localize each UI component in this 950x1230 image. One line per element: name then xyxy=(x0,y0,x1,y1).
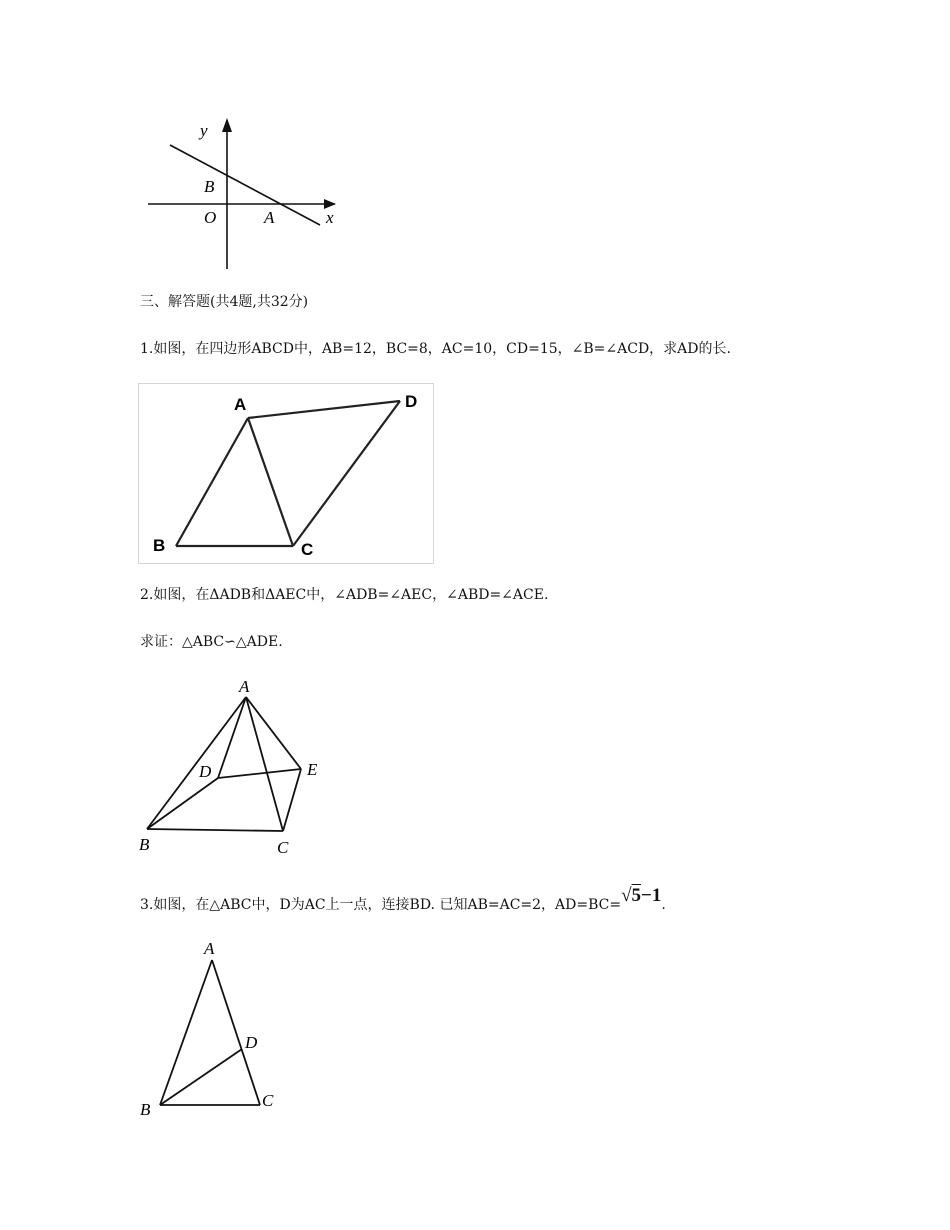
vertex-c-label: C xyxy=(277,838,289,857)
segment-ad xyxy=(218,697,246,778)
diagonal-ac xyxy=(248,418,293,546)
graph-line xyxy=(170,145,320,225)
radical-sign: √ xyxy=(621,885,632,906)
vertex-b-label: B xyxy=(153,536,166,555)
y-axis-arrow xyxy=(222,118,232,132)
sqrt5-minus-1-formula xyxy=(621,885,661,906)
figure-border xyxy=(139,384,434,564)
problem-2-text: 2.如图，在ΔADB和ΔAEC中，∠ADB=∠AEC，∠ABD=∠ACE. xyxy=(140,587,549,603)
radicand: 5 xyxy=(631,885,642,906)
vertex-d-label: D xyxy=(199,762,212,781)
segment-ae xyxy=(246,697,301,769)
problem-3-text xyxy=(140,885,666,914)
segment-de xyxy=(218,769,301,778)
segment-bd xyxy=(160,1049,242,1105)
side-cd xyxy=(293,401,400,546)
point-o-label: O xyxy=(204,208,217,227)
vertex-d-label: D xyxy=(245,1033,258,1052)
segment-bd xyxy=(147,778,218,829)
point-a-label: A xyxy=(264,208,275,227)
problem-3-end: . xyxy=(661,897,666,913)
vertex-c-label: C xyxy=(262,1091,274,1110)
segment-ac xyxy=(246,697,283,831)
section-header: 三、解答题(共4题,共32分) xyxy=(140,294,309,310)
vertex-a-label: A xyxy=(204,939,215,958)
segment-ec xyxy=(283,769,301,831)
vertex-c-label: C xyxy=(301,540,314,559)
x-axis-label: x xyxy=(326,208,334,227)
formula-tail: −1 xyxy=(641,885,662,906)
problem-3-statement: 3.如图，在△ABC中，D为AC上一点，连接BD. 已知AB=AC=2，AD=BC= xyxy=(140,897,622,913)
segment-bc xyxy=(147,829,283,831)
problem-1-text: 1.如图，在四边形ABCD中，AB=12，BC=8，AC=10，CD=15，∠B=∠ACD，求AD的长. xyxy=(140,341,731,357)
vertex-e-label: E xyxy=(307,760,318,779)
vertex-b-label: B xyxy=(139,835,150,854)
triangle-ade-figure xyxy=(136,675,336,860)
axes-figure xyxy=(140,112,350,277)
y-axis-label: y xyxy=(200,121,208,140)
quadrilateral-figure xyxy=(138,383,435,565)
side-ad xyxy=(248,401,400,418)
side-ab xyxy=(160,960,212,1105)
segment-ab xyxy=(147,697,246,829)
side-ab xyxy=(176,418,248,546)
vertex-a-label: A xyxy=(234,395,247,414)
vertex-d-label: D xyxy=(405,392,418,411)
problem-2-proof: 求证：△ABC∽△ADE. xyxy=(140,634,283,650)
vertex-b-label: B xyxy=(140,1100,151,1119)
point-b-label: B xyxy=(204,177,215,196)
triangle-abc-figure xyxy=(136,935,286,1125)
vertex-a-label: A xyxy=(239,677,250,696)
